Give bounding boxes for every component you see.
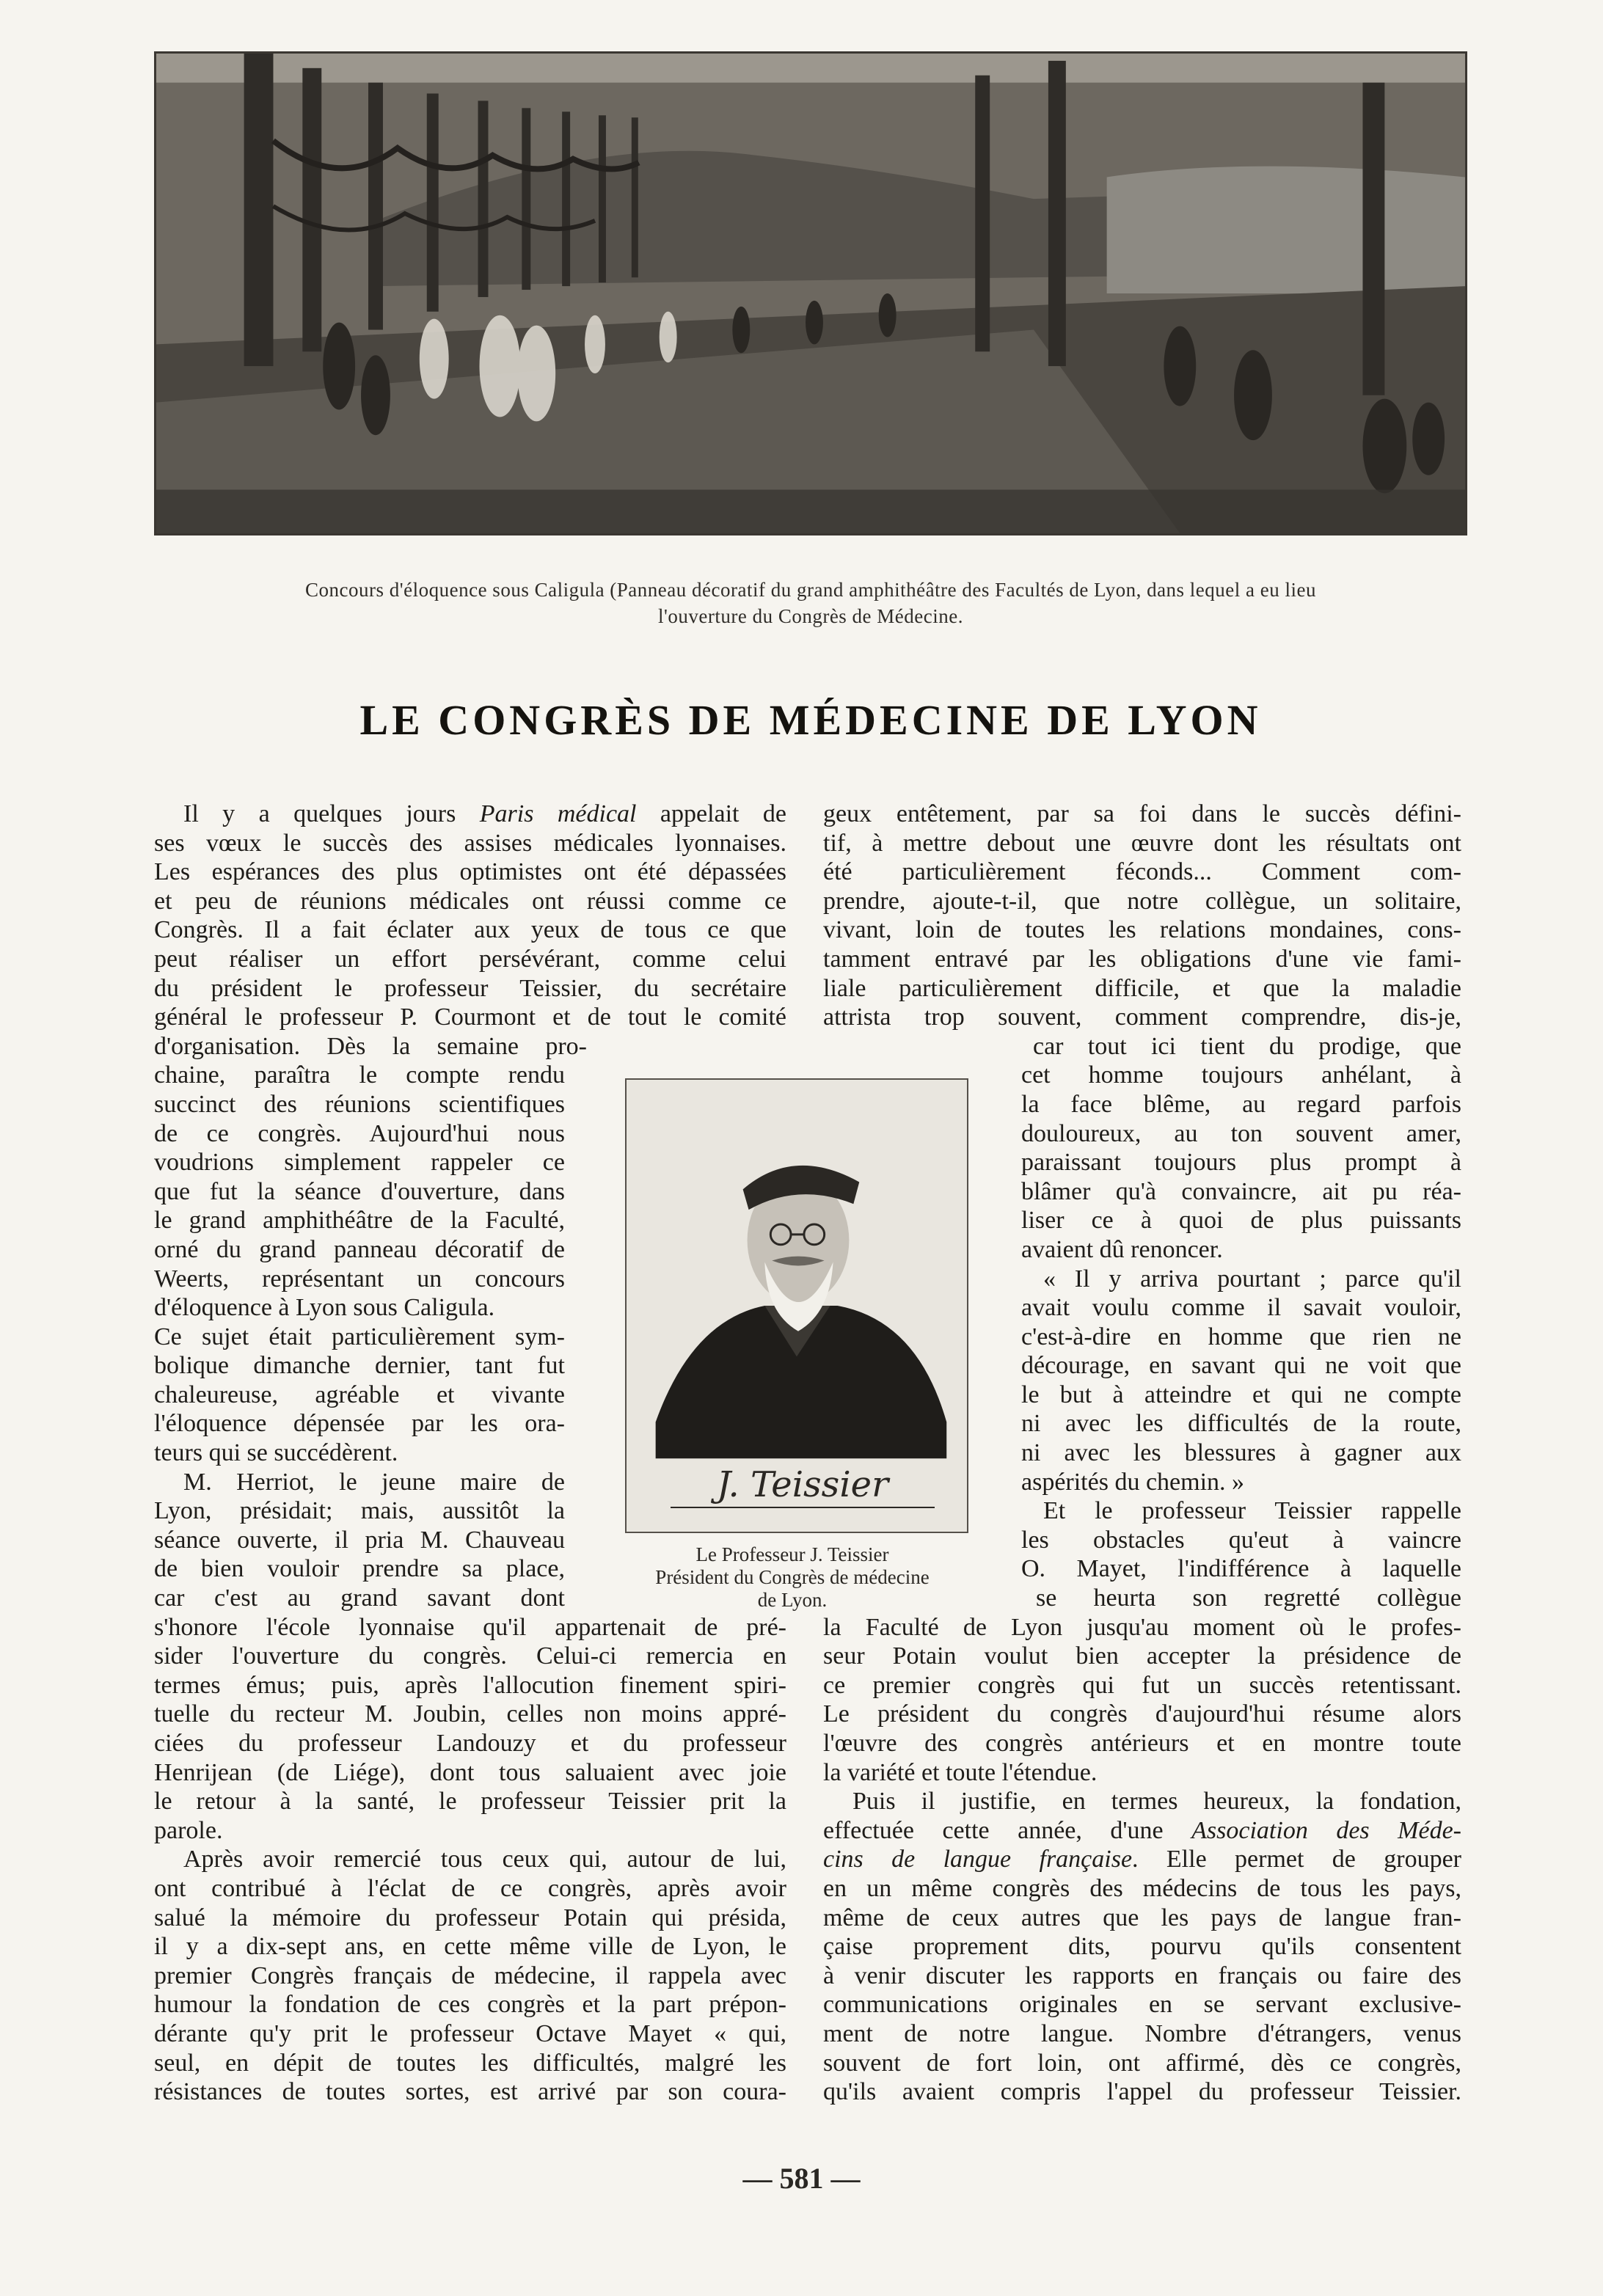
text-line: Ce sujet était particulièrement sym- — [154, 1323, 565, 1350]
text-line: avaient dû renoncer. — [1021, 1235, 1223, 1263]
text-line: d'organisation. Dès la semaine pro- — [154, 1032, 587, 1060]
text-line: liale particulièrement difficile, et que la maladie — [823, 974, 1461, 1002]
text-line: souvent de fort loin, ont affirmé, dès ce congrès, — [823, 2049, 1461, 2077]
text-line: tamment entravé par les obligations d'une vie fami- — [823, 945, 1461, 973]
text-line: Et le professeur Teissier rappelle — [1043, 1497, 1461, 1525]
text-line: O. Mayet, l'indifférence à laquelle — [1021, 1555, 1461, 1583]
portrait-caption-line: Président du Congrès de médecine — [655, 1566, 930, 1588]
text-line: sider l'ouverture du congrès. Celui-ci remercia en — [154, 1642, 786, 1670]
text-line: du président le professeur Teissier, du secrétaire — [154, 974, 786, 1002]
painting-caption-line: Concours d'éloquence sous Caligula (Panneau décoratif du grand amphithéâtre des Facultés de Lyon, dans lequel a eu lieu — [305, 579, 1316, 601]
signature: J. Teissier — [671, 1463, 935, 1508]
text-line: dérante qu'y prit le professeur Octave Mayet « qui, — [154, 2019, 786, 2047]
text-line: et peu de réunions médicales ont réussi comme ce — [154, 887, 786, 915]
text-line: blâmer qu'à convaincre, ait pu réa- — [1021, 1177, 1461, 1205]
text-line: peut réaliser un effort persévérant, comme celui — [154, 945, 786, 973]
text-line: ni avec les blessures à gagner aux — [1021, 1439, 1461, 1467]
text-line: séance ouverte, il pria M. Chauveau — [154, 1526, 565, 1554]
text-line: la face blême, au regard parfois — [1021, 1090, 1461, 1118]
text-line: communications originales en se servant exclusive- — [823, 1991, 1461, 2019]
text-line: les obstacles qu'eut à vaincre — [1021, 1526, 1461, 1554]
text-line: général le professeur P. Courmont et de tout le comité — [154, 1003, 786, 1031]
text-line: de ce congrès. Aujourd'hui nous — [154, 1119, 565, 1147]
text-line: qu'ils avaient compris l'appel du professeur Teissier. — [823, 2078, 1461, 2106]
text-line: seul, en dépit de toutes les difficultés, malgré les — [154, 2049, 786, 2077]
text-line: paraissant toujours plus prompt à — [1021, 1149, 1461, 1177]
text-line: décourage, en savant qui ne voit que — [1021, 1352, 1461, 1380]
portrait-caption-line: de Lyon. — [757, 1589, 828, 1611]
text-line: ce premier congrès qui fut un succès retentissant. — [823, 1671, 1461, 1699]
text-line: ses vœux le succès des assises médicales lyonnaises. — [154, 829, 786, 857]
painting-caption-line: l'ouverture du Congrès de Médecine. — [658, 605, 963, 627]
text-line: tif, à mettre debout une œuvre dont les résultats ont — [823, 829, 1461, 857]
text-line: Congrès. Il a fait éclater aux yeux de tous ce que — [154, 916, 786, 944]
text-line: le retour à la santé, le professeur Teissier prit la — [154, 1788, 786, 1816]
painting-caption — [154, 577, 1467, 629]
text-line: ciées du professeur Landouzy et du professeur — [154, 1730, 786, 1757]
text-line: Les espérances des plus optimistes ont été dépassées — [154, 858, 786, 886]
portrait-caption-line: Le Professeur J. Teissier — [695, 1543, 889, 1565]
portrait-caption — [587, 1543, 998, 1612]
text-line: s'honore l'école lyonnaise qu'il appartenait de pré- — [154, 1613, 786, 1641]
portrait-photo — [625, 1078, 968, 1533]
text-line: Weerts, représentant un concours — [154, 1265, 565, 1293]
text-line: Puis il justifie, en termes heureux, la fondation, — [852, 1788, 1461, 1816]
text-line: Henrijean (de Liége), dont tous saluaient avec joie — [154, 1758, 786, 1786]
text-line: Il y a quelques jours Paris médical appelait de — [183, 800, 786, 827]
text-line: teurs qui se succédèrent. — [154, 1439, 398, 1467]
painting-illustration — [154, 51, 1467, 535]
article-headline: LE CONGRÈS DE MÉDECINE DE LYON — [359, 696, 1262, 744]
text-line: M. Herriot, le jeune maire de — [183, 1468, 565, 1496]
page-number: — 581 — — [742, 2162, 861, 2195]
text-line: ni avec les difficultés de la route, — [1021, 1410, 1461, 1438]
text-line: c'est-à-dire en homme que rien ne — [1021, 1323, 1461, 1350]
association-name-italic: cins de langue française — [823, 1846, 1133, 1873]
text-line: car c'est au grand savant dont — [154, 1584, 565, 1612]
text-line: même de ceux autres que les pays de langue fran- — [823, 1904, 1461, 1931]
text-line: résistances de toutes sortes, est arrivé par son coura- — [154, 2078, 786, 2106]
text-line: chaine, paraîtra le compte rendu — [154, 1061, 565, 1089]
text-line: voudrions simplement rappeler ce — [154, 1149, 565, 1177]
text-line: attrista trop souvent, comment comprendre, dis-je, — [823, 1003, 1461, 1031]
journal-title-italic: Paris médical — [479, 800, 637, 827]
text-line: liser ce à quoi de plus puissants — [1021, 1207, 1461, 1235]
text-line: en un même congrès des médecins de tous les pays, — [823, 1874, 1461, 1902]
text-line: premier Congrès français de médecine, il rappela avec — [154, 1962, 786, 1989]
text-line: termes émus; puis, après l'allocution finement spiri- — [154, 1671, 786, 1699]
text-line: l'œuvre des congrès antérieurs et en montre toute — [823, 1730, 1461, 1757]
text-line: ont contribué à l'éclat de ce congrès, après avoir — [154, 1874, 786, 1902]
text-line: se heurta son regretté collègue — [1036, 1584, 1461, 1612]
text-line: salué la mémoire du professeur Potain qui présida, — [154, 1904, 786, 1931]
text-line: seur Potain voulut bien accepter la présidence de — [823, 1642, 1461, 1670]
text-line: parole. — [154, 1816, 223, 1844]
text-line: geux entêtement, par sa foi dans le succès défini- — [823, 800, 1461, 827]
text-line: Lyon, présidait; mais, aussitôt la — [154, 1497, 565, 1525]
text-line: l'éloquence dépensée par les ora- — [154, 1410, 565, 1438]
text-line: chaleureuse, agréable et vivante — [154, 1381, 565, 1408]
text-line: çaise proprement dits, pourvu qu'ils consentent — [823, 1933, 1461, 1961]
text-line: il y a dix-sept ans, en cette même ville de Lyon, le — [154, 1933, 786, 1961]
text-line: le grand amphithéâtre de la Faculté, — [154, 1207, 565, 1235]
text-line: à venir discuter les rapports en français ou faire des — [823, 1962, 1461, 1989]
text-line: orné du grand panneau décoratif de — [154, 1235, 565, 1263]
association-name-italic: Association des Méde- — [1191, 1816, 1461, 1844]
text-line: Après avoir remercié tous ceux qui, autour de lui, — [183, 1846, 786, 1873]
text-line: Le président du congrès d'aujourd'hui résume alors — [823, 1700, 1461, 1728]
text-line: d'éloquence à Lyon sous Caligula. — [154, 1294, 495, 1322]
text-line: de bien vouloir prendre sa place, — [154, 1555, 565, 1583]
text-line: été particulièrement féconds... Comment com- — [823, 858, 1461, 886]
text-line: succinct des réunions scientifiques — [154, 1090, 565, 1118]
text-line: cins de langue française. Elle permet de grouper — [823, 1846, 1461, 1873]
text-line: bolique dimanche dernier, tant fut — [154, 1352, 565, 1380]
painting-scene-image — [156, 54, 1465, 533]
text-line: avait voulu comme il savait vouloir, — [1021, 1294, 1461, 1322]
text-line: douloureux, au ton souvent amer, — [1021, 1119, 1461, 1147]
text-line: le but à atteindre et qui ne compte — [1021, 1381, 1461, 1408]
text-line: aspérités du chemin. » — [1021, 1468, 1245, 1496]
text-line: tuelle du recteur M. Joubin, celles non moins appré- — [154, 1700, 786, 1728]
text-line: vivant, loin de toutes les relations mondaines, cons- — [823, 916, 1461, 944]
text-line: la variété et toute l'étendue. — [823, 1758, 1098, 1786]
text-line: la Faculté de Lyon jusqu'au moment où le profes- — [823, 1613, 1461, 1641]
text-line: car tout ici tient du prodige, que — [1033, 1032, 1461, 1060]
text-line: ment de notre langue. Nombre d'étrangers, venus — [823, 2019, 1461, 2047]
text-line: humour la fondation de ces congrès et la part prépon- — [154, 1991, 786, 2019]
text-line: que fut la séance d'ouverture, dans — [154, 1177, 565, 1205]
text-line: cet homme toujours anhélant, à — [1021, 1061, 1461, 1089]
text-line: « Il y arriva pourtant ; parce qu'il — [1043, 1265, 1461, 1293]
text-line: prendre, ajoute-t-il, que notre collègue, un solitaire, — [823, 887, 1461, 915]
text-line: effectuée cette année, d'une Association des Méde- — [823, 1816, 1461, 1844]
